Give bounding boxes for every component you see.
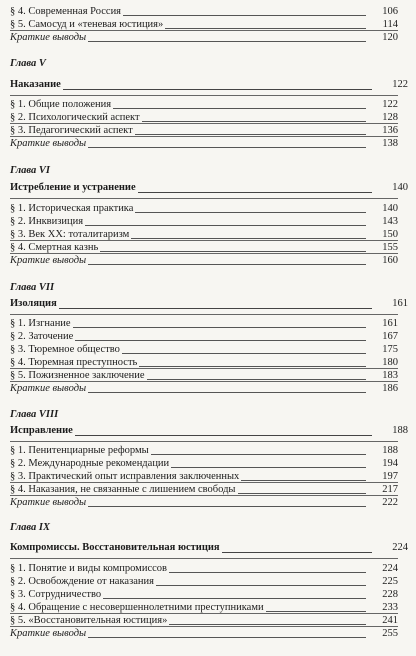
section-row — [10, 343, 398, 356]
divider — [10, 381, 398, 382]
entry-title: § 4. Смертная казнь — [10, 242, 99, 253]
entry-page: 228 — [382, 589, 398, 600]
chapter-page: 188 — [392, 425, 408, 436]
entry-page: 180 — [382, 357, 398, 368]
entry-title: § 2. Освобождение от наказания — [10, 576, 154, 587]
entry-title: § 1. Общие положения — [10, 99, 112, 110]
entry-title: § 3. Сотрудничество — [10, 589, 102, 600]
summary-row — [10, 137, 398, 150]
chapter-label: Глава VII — [10, 282, 55, 293]
divider — [10, 441, 398, 442]
entry-title: Краткие выводы — [10, 497, 87, 508]
entry-title: § 1. Изгнание — [10, 318, 71, 329]
entry-title: § 1. Понятие и виды компромиссов — [10, 563, 167, 574]
entry-page: 140 — [382, 203, 398, 214]
entry-page: 143 — [382, 216, 398, 227]
entry-title: Краткие выводы — [10, 138, 87, 149]
chapter-label: Глава VIII — [10, 409, 59, 420]
divider — [10, 240, 398, 241]
entry-page: 155 — [382, 242, 398, 253]
section-row — [10, 588, 398, 601]
entry-page: 175 — [382, 344, 398, 355]
entry-page: 222 — [382, 497, 398, 508]
divider — [10, 482, 398, 483]
entry-title: § 3. Век XX: тоталитаризм — [10, 229, 130, 240]
entry-page: 183 — [382, 370, 398, 381]
entry-page: 128 — [382, 112, 398, 123]
entry-title: § 4. Наказания, не связанные с лишением свободы — [10, 484, 236, 495]
entry-title: § 5. «Восстановительная юстиция» — [10, 615, 168, 626]
chapter-label: Глава V — [10, 58, 46, 69]
entry-title: § 2. Психологический аспект — [10, 112, 140, 123]
entry-title: § 2. Инквизиция — [10, 216, 84, 227]
chapter-label: Глава VI — [10, 165, 51, 176]
chapter-title-row — [10, 78, 408, 92]
divider — [10, 198, 398, 199]
section-row — [10, 98, 398, 111]
section-row — [10, 575, 398, 588]
chapter-title: Изоляция — [10, 298, 57, 309]
chapter-title-row — [10, 181, 408, 195]
section-row — [10, 457, 398, 470]
entry-page: 255 — [382, 628, 398, 639]
section-row — [10, 317, 398, 330]
entry-page: 194 — [382, 458, 398, 469]
chapter-title-row — [10, 424, 408, 438]
divider — [10, 368, 398, 369]
divider — [10, 626, 398, 627]
chapter-page: 161 — [392, 298, 408, 309]
entry-title: § 2. Международные рекомендации — [10, 458, 170, 469]
divider — [10, 613, 398, 614]
entry-page: 241 — [382, 615, 398, 626]
divider — [10, 314, 398, 315]
divider — [10, 495, 398, 496]
entry-title: § 4. Обращение с несовершеннолетними преступниками — [10, 602, 264, 613]
entry-title: Краткие выводы — [10, 255, 87, 266]
section-row — [10, 562, 398, 575]
section-row — [10, 202, 398, 215]
entry-page: 122 — [382, 99, 398, 110]
entry-title: § 3. Тюремное общество — [10, 344, 120, 355]
chapter-label: Глава IX — [10, 522, 51, 533]
entry-page: 225 — [382, 576, 398, 587]
chapter-title: Компромиссы. Восстановительная юстиция — [10, 542, 220, 553]
divider — [10, 123, 398, 124]
entry-title: § 4. Тюремная преступность — [10, 357, 138, 368]
chapter-page: 224 — [392, 542, 408, 553]
summary-row — [10, 382, 398, 395]
chapter-title: Наказание — [10, 79, 61, 90]
section-row — [10, 215, 398, 228]
divider — [10, 30, 398, 31]
entry-page: 150 — [382, 229, 398, 240]
summary-row — [10, 627, 398, 640]
entry-title: § 3. Педагогический аспект — [10, 125, 133, 136]
chapter-title: Исправление — [10, 425, 73, 436]
chapter-page: 140 — [392, 182, 408, 193]
entry-title: § 5. Пожизненное заключение — [10, 370, 145, 381]
entry-page: 188 — [382, 445, 398, 456]
summary-row — [10, 496, 398, 509]
chapter-title-row — [10, 541, 408, 555]
chapter-title: Истребление и устранение — [10, 182, 136, 193]
entry-title: § 4. Современная Россия — [10, 6, 122, 17]
entry-title: Краткие выводы — [10, 383, 87, 394]
entry-page: 167 — [382, 331, 398, 342]
section-row — [10, 444, 398, 457]
entry-page: 136 — [382, 125, 398, 136]
leader-dots — [10, 78, 372, 90]
divider — [10, 95, 398, 96]
section-row — [10, 5, 398, 18]
entry-title: § 3. Практический опыт исправления заключенных — [10, 471, 240, 482]
entry-title: Краткие выводы — [10, 628, 87, 639]
entry-page: 138 — [382, 138, 398, 149]
divider — [10, 253, 398, 254]
section-row — [10, 330, 398, 343]
entry-page: 160 — [382, 255, 398, 266]
entry-title: Краткие выводы — [10, 32, 87, 43]
divider — [10, 136, 398, 137]
entry-title: § 5. Самосуд и «теневая юстиция» — [10, 19, 164, 30]
leader-dots — [10, 297, 372, 309]
chapter-title-row — [10, 297, 408, 311]
entry-page: 161 — [382, 318, 398, 329]
divider — [10, 558, 398, 559]
summary-row — [10, 254, 398, 267]
entry-page: 224 — [382, 563, 398, 574]
entry-title: § 1. Историческая практика — [10, 203, 134, 214]
entry-page: 106 — [382, 6, 398, 17]
entry-page: 217 — [382, 484, 398, 495]
summary-row — [10, 31, 398, 44]
entry-page: 120 — [382, 32, 398, 43]
entry-page: 114 — [382, 19, 398, 30]
entry-title: § 2. Заточение — [10, 331, 74, 342]
entry-title: § 1. Пенитенциарные реформы — [10, 445, 149, 456]
entry-page: 186 — [382, 383, 398, 394]
chapter-page: 122 — [392, 79, 408, 90]
entry-page: 197 — [382, 471, 398, 482]
entry-page: 233 — [382, 602, 398, 613]
